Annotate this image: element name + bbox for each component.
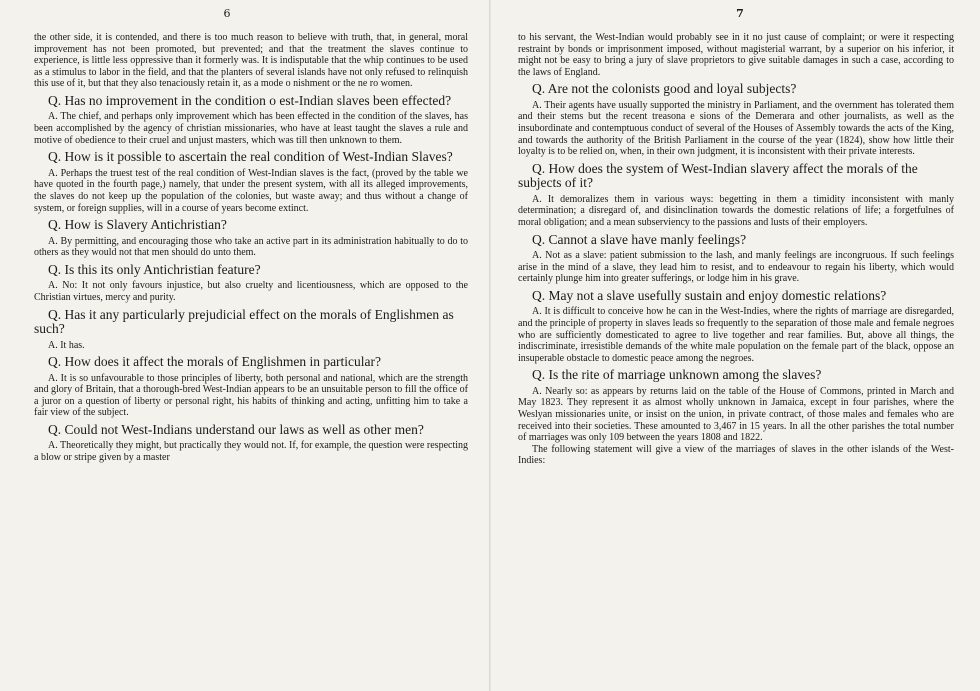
question-heading: Q. Has no improvement in the condition o est-Indian slaves been effected?: [48, 92, 452, 108]
question-heading: Q. Is the rite of marriage unknown among the slaves?: [532, 367, 822, 383]
page-number: 6: [223, 7, 231, 20]
question-heading: Q. May not a slave usefully sustain and enjoy domestic relations?: [532, 287, 887, 303]
page-number: 7: [736, 7, 744, 20]
paragraph: The following statement will give a view of the marriages of slaves in the other islands of the West-Indies:: [518, 443, 954, 467]
paragraph: the other side, it is contended, and there is too much reason to believe with truth, that, in general, moral improvement has not been promoted, but prevented; and that the treatment the slaves continue to experience, is little less oppressive than it formerly was. It is indisputable that the whip continues to be used as a stimulus to labor in the field, and that the planters of several islands have not only refused to relinquish this use of it, but that they also tenaciously retain it, as a mode o nishment or the ne ro women.: [34, 32, 468, 90]
paragraph: to his servant, the West-Indian would probably see in it no just cause of complaint; or were it respecting restraint by bonds or imprisonment imposed, without magisterial warrant, by a superior on his inferior, it might not be easy to bring a jury of slave proprietors to give suitable damages in such a case, according to the laws of England.: [518, 32, 954, 78]
answer-paragraph: A. The chief, and perhaps only improvement which has been effected in the condition of the slaves, has been accomplished by the agency of christian missionaries, who have at least taught the slaves a rule and motive of obedience to their cruel and unjust masters, which was till then unknown to them.: [34, 111, 468, 146]
answer-paragraph: A. No: It not only favours injustice, but also cruelty and licentiousness, which are opposed to the Christian virtues, mercy and purity.: [34, 280, 468, 303]
question-heading: Q. Are not the colonists good and loyal subjects?: [532, 81, 797, 97]
answer-paragraph: A. Their agents have usually supported the ministry in Parliament, and the overnment has tolerated them and their stems but the recent treasona e sions of the Demerara and other journalists, as well as the insubordinate and contemptuous conduct of several of the Houses of Assembly towards the acts of the King, and towards the authority of the British Parliament in the course of the year (1824), show how little their loyalty is to be relied on, when, in their own judgment, it is inconsistent with their private interests.: [518, 99, 954, 158]
question-heading: Q. How is it possible to ascertain the real condition of West-Indian Slaves?: [48, 149, 453, 165]
question-heading: Q. Cannot a slave have manly feelings?: [532, 231, 747, 247]
question-heading: Q. How does it affect the morals of Englishmen in particular?: [48, 354, 382, 370]
answer-paragraph: A. It has.: [48, 339, 85, 351]
answer-paragraph: A. It is difficult to conceive how he can in the West-Indies, where the rights of marriage are disregarded, and the principle of property in slaves leads so frequently to the separation of those male and female negroes who are sufficiently domesticated to agree to live together and rear families. But, above all things, the indiscriminate, irresistible demands of the white male population on the female part of the black, oppose an insuperable obstacle to domestic peace among the negroes.: [518, 306, 954, 364]
answer-paragraph: A. Perhaps the truest test of the real condition of West-Indian slaves is the fact, (proved by the table we have quoted in the fourth page,) namely, that under the present system, with all its alleged improvements, the slaves do not keep up the population of the colonies, but waste away; and thus without a change of system, or foreign supplies, will in a course of years become extinct.: [34, 167, 468, 214]
answer-paragraph: A. It is so unfavourable to those principles of liberty, both personal and national, which are the strength and glory of Britain, that a thorough-bred West-Indian appears to be an unsuitable person to fill the office of a juror on a question of liberty or personal right, his habits of thinking and acting, unfitting him to take a fair view of the subject.: [34, 372, 468, 419]
answer-paragraph: A. Nearly so: as appears by returns laid on the table of the House of Commons, printed in March and May 1823. They represent it as almost wholly unknown in Jamaica, except in four parishes, where the Weslyan missionaries unite, or insist on the union, in private contract, of those males and females who are received into their societies. These amounted to 3,467 in 15 years. In all the other parishes the total number of marriages was only 109 between the years 1808 and 1822.: [518, 385, 954, 444]
right-page: [490, 0, 980, 691]
question-heading: Q. Could not West-Indians understand our laws as well as other men?: [48, 421, 424, 437]
question-heading: Q. Is this its only Antichristian feature?: [48, 261, 261, 277]
question-heading: Q. Has it any particularly prejudicial effect on the morals of Englishmen as such?: [34, 306, 454, 336]
question-heading: Q. How does the system of West-Indian slavery affect the morals of the subjects of it?: [518, 160, 918, 191]
question-heading: Q. How is Slavery Antichristian?: [48, 217, 227, 233]
answer-paragraph: A. Theoretically they might, but practically they would not. If, for example, the question were respecting a blow or stripe given by a master: [34, 440, 468, 464]
answer-paragraph: A. It demoralizes them in various ways: begetting in them a timidity inconsistent with manly determination; a disregard of, and disinclination towards the domestic relations of life; a forgetfulnes of moral obligation; and a mean subserviency to the passions and lusts of their employers.: [518, 193, 954, 229]
answer-paragraph: A. Not as a slave: patient submission to the lash, and manly feelings are incongruous. If such feelings arise in the mind of a slave, they lead him to resist, and to endeavour to regain his liberty, which would certainly plunge him into greater sufferings, or lodge him in his grave.: [518, 250, 954, 285]
answer-paragraph: A. By permitting, and encouraging those who take an active part in its administration habitually to do to others as they would not that men should do unto them.: [34, 235, 468, 259]
